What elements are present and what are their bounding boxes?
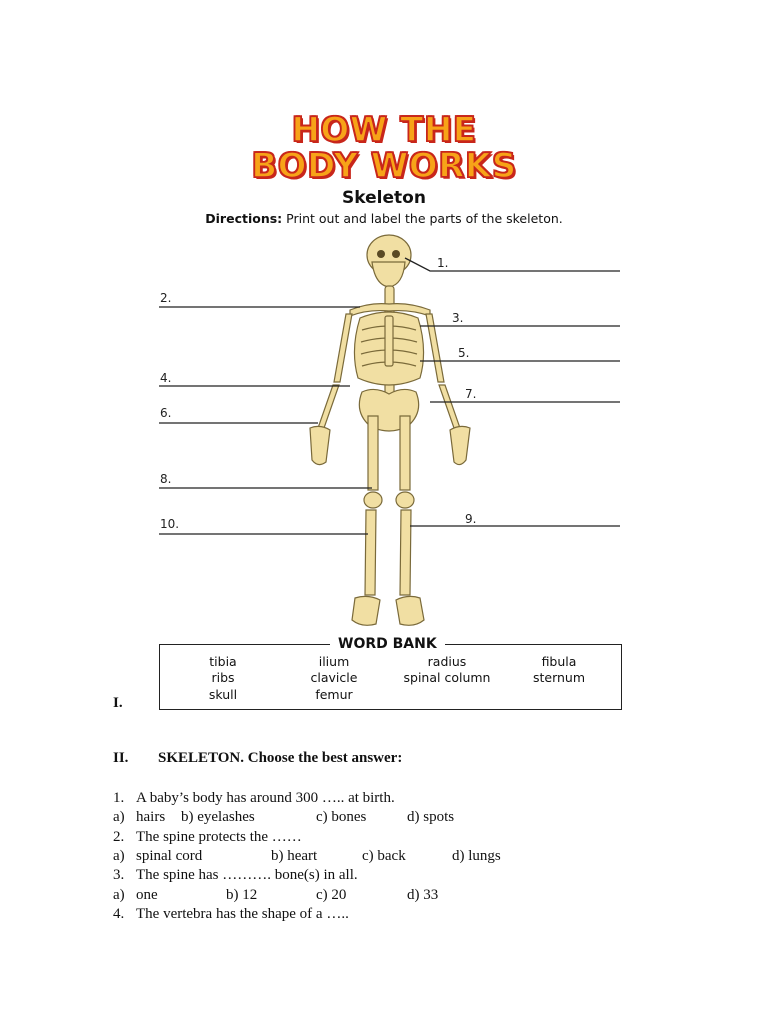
- right-foot: [396, 596, 424, 625]
- femur-right: [400, 416, 410, 490]
- word-bank-word: ilium: [318, 654, 350, 669]
- answer-option: b) 12: [226, 887, 258, 903]
- answer-option: d) 33: [407, 887, 439, 903]
- label-7: 7.: [465, 387, 477, 401]
- tibia-left: [365, 510, 376, 595]
- word-bank-word: tibia: [209, 654, 237, 669]
- answer-option: c) bones: [316, 809, 367, 825]
- word-bank-word: radius: [427, 654, 467, 669]
- section-ii-marker: II.: [113, 750, 129, 766]
- word-bank-word: sternum: [532, 670, 586, 685]
- answer-option: c) back: [362, 848, 406, 864]
- answer-option: b) heart: [271, 848, 318, 864]
- label-8: 8.: [160, 472, 172, 486]
- right-hand: [450, 426, 470, 464]
- word-bank-word: clavicle: [310, 670, 358, 685]
- question-text: A baby’s body has around 300 ….. at birth.: [136, 790, 395, 806]
- section-ii-heading: SKELETON. Choose the best answer:: [158, 750, 403, 766]
- directions-text: Print out and label the parts of the skeleton.: [282, 211, 563, 226]
- word-bank-word: femur: [315, 687, 353, 702]
- label-1: 1.: [437, 256, 449, 270]
- question-number: 4.: [113, 906, 125, 922]
- label-6: 6.: [160, 406, 172, 420]
- question-text: The spine protects the ……: [136, 829, 302, 845]
- title-line-1: HOW THE: [291, 110, 477, 150]
- femur-left: [368, 416, 378, 490]
- question-number: 1.: [113, 790, 125, 806]
- skeleton-illustration: [310, 235, 470, 625]
- tibia-right: [400, 510, 411, 595]
- word-bank-word: spinal column: [403, 670, 491, 685]
- word-bank-word: fibula: [541, 654, 577, 669]
- answer-option: d) lungs: [452, 848, 501, 864]
- label-3: 3.: [452, 311, 464, 325]
- word-bank-word: ribs: [211, 670, 235, 685]
- title-line-2: BODY WORKS: [251, 146, 517, 186]
- humerus-right: [426, 314, 444, 382]
- left-hand: [310, 426, 330, 464]
- label-5: 5.: [458, 346, 470, 360]
- answer-letter: a): [113, 809, 125, 825]
- answer-option: c) 20: [316, 887, 347, 903]
- section-i-marker: I.: [113, 695, 123, 711]
- question-text: The vertebra has the shape of a …..: [136, 906, 349, 922]
- question-number: 2.: [113, 829, 125, 845]
- label-10: 10.: [160, 517, 180, 531]
- label-4: 4.: [160, 371, 172, 385]
- question-number: 3.: [113, 867, 125, 883]
- word-bank-title: WORD BANK: [330, 636, 445, 652]
- humerus-left: [334, 314, 352, 382]
- question-text: The spine has ………. bone(s) in all.: [136, 867, 358, 883]
- answer-letter: a): [113, 887, 125, 903]
- answer-option: spinal cord: [136, 848, 203, 864]
- sternum-bone: [385, 316, 393, 366]
- directions-label: Directions:: [205, 211, 283, 226]
- answer-letter: a): [113, 848, 125, 864]
- answer-option: d) spots: [407, 809, 455, 825]
- answer-option: b) eyelashes: [181, 809, 255, 825]
- left-foot: [352, 596, 380, 625]
- label-9: 9.: [465, 512, 477, 526]
- label-2: 2.: [160, 291, 172, 305]
- word-bank-word: skull: [208, 687, 238, 702]
- subtitle: Skeleton: [342, 188, 426, 208]
- answer-option: one: [136, 887, 158, 903]
- answer-option: hairs: [136, 809, 166, 825]
